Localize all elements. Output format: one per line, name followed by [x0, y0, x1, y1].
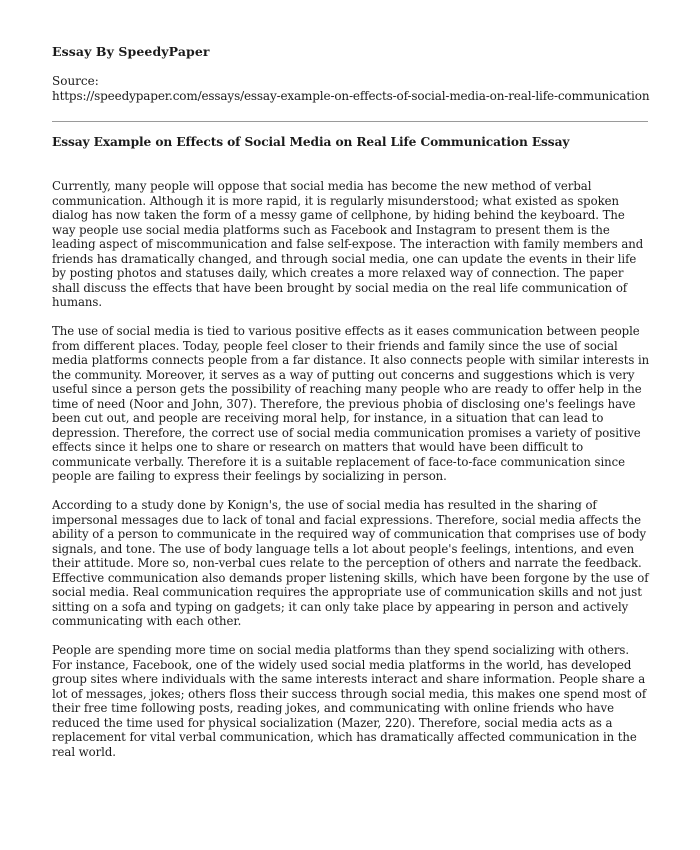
essay-paragraph-2: The use of social media is tied to various positive effects as it eases communication between people from different places. Today, people feel closer to their friends and family since the use of social media platforms connects people from a far distance. It also connects people with similar interests in the community. Moreover, it serves as a way of putting out concerns and suggestions which is very useful since a person gets the possibility of reaching many people who are ready to offer help in the time of need (Noor and John, 307). Therefore, the previous phobia of disclosing one's feelings have been cut out, and people are receiving moral help, for instance, in a situation that can lead to depression. Therefore, the correct use of social media communication promises a variety of positive effects since it helps one to share or research on matters that would have been difficult to communicate verbally. Therefore it is a suitable replacement of face-to-face communication since people are failing to express their feelings by socializing in person.: [52, 324, 650, 483]
essay-title: Essay Example on Effects of Social Media on Real Life Communication Essay: [52, 135, 570, 149]
source-label: Source:: [52, 74, 99, 88]
source-url: https://speedypaper.com/essays/essay-example-on-effects-of-social-media-on-real-life-communication: [52, 89, 650, 103]
document-header-title: Essay By SpeedyPaper: [52, 44, 210, 59]
essay-paragraph-4: People are spending more time on social media platforms than they spend socializing with others. For instance, Facebook, one of the widely used social media platforms in the world, has developed group sites where individuals with the same interests interact and share information. People share a lot of messages, jokes; others floss their success through social media, this makes one spend most of their free time following posts, reading jokes, and communicating with online friends who have reduced the time used for physical socialization (Mazer, 220). Therefore, social media acts as a replacement for vital verbal communication, which has dramatically affected communication in the real world.: [52, 643, 647, 759]
essay-body: [52, 179, 650, 774]
essay-paragraph-1: Currently, many people will oppose that social media has become the new method of verbal communication. Although it is more rapid, it is regularly misunderstood; what existed as spoken dialog has now taken the form of a messy game of cellphone, by hiding behind the keyboard. The way people use social media platforms such as Facebook and Instagram to present them is the leading aspect of miscommunication and false self-expose. The interaction with family members and friends has dramatically changed, and through social media, one can update the events in their life by posting photos and statuses daily, which creates a more relaxed way of connection. The paper shall discuss the effects that have been brought by social media on the real life communication of humans.: [52, 179, 644, 309]
essay-paragraph-3: According to a study done by Konign's, the use of social media has resulted in the sharing of impersonal messages due to lack of tonal and facial expressions. Therefore, social media affects the ability of a person to communicate in the required way of communication that comprises use of body signals, and tone. The use of body language tells a lot about people's feelings, intentions, and even their attitude. More so, non-verbal cues relate to the perception of others and narrate the feedback. Effective communication also demands proper listening skills, which have been forgone by the use of social media. Real communication requires the appropriate use of communication skills and not just sitting on a sofa and typing on gadgets; it can only take place by appearing in person and actively communicating with each other.: [52, 498, 649, 628]
header-divider: [52, 121, 648, 122]
